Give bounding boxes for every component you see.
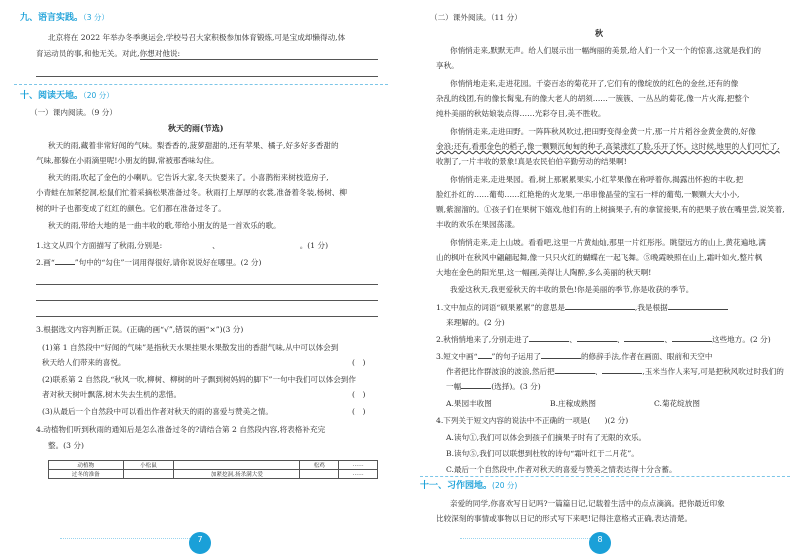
table-row	[49, 470, 378, 479]
question-1: 1.这文从四个方面描写了秋雨,分别是: 、 。(1 分)	[36, 241, 329, 250]
passage-r5-line-3: 大地在金色的阳光里,这一幅画,美得让人陶醉,多么美丽的秋天啊!	[436, 268, 652, 277]
page-number: 7	[189, 532, 211, 554]
preparation-table	[48, 460, 378, 479]
question-3: 3.根据选文内容判断正误。(正确的画“√”,错误的画“×”)(3 分)	[36, 325, 244, 334]
question-r3-line-2: 作者把比作群波浪的波浪,然后把 、 ,玉米当作人来写,可是把秋风吹过时我们的	[446, 367, 784, 376]
passage-r1-line-2: 享秋。	[436, 61, 459, 70]
part-1-label: （一）课内阅读。（9 分）	[30, 108, 117, 117]
passage-r4-line-1: 你悄悄走来,走进果园。看,树上那累累果实,小红苹果像在称呼着你,揭露出怀抱的丰收,把	[450, 175, 744, 184]
passage-r3-line-1: 你悄悄走来,走进田野。一阵阵秋风吹过,把田野变得金黄一片,那一片片稻谷金黄金黄的,好像	[450, 127, 756, 136]
passage-p1-line-1: 秋天的雨,藏着非常好闻的气味。梨香香的,菠萝甜甜的,还有苹果、橘子,好多好多香甜的	[48, 141, 339, 150]
table-cell-blank[interactable]	[174, 461, 300, 470]
q3-item-1-answer[interactable]: ( )	[352, 358, 366, 367]
passage-p2-line-2: 小青蛙在加紧挖洞,松鼠们忙着采摘松果准备过冬。秋雨打上厚厚的衣裳,准备着冬装,杨树、柳	[36, 188, 347, 197]
passage-title: 秋	[595, 28, 603, 38]
passage-r3-line-2: 金浪;还有,看那金色的稻子,像一颗颗沉甸甸的种子,高粱涨红了脸,乐开了怀。这时候,地里的人们可忙了,	[436, 142, 780, 151]
answer-line[interactable]	[140, 59, 378, 60]
answer-line[interactable]	[36, 300, 378, 301]
sec9-text-line-1: 北京将在 2022 年举办冬季奥运会,学校号召大家积极参加体育锻炼,可是宝成却懒得动,体	[48, 33, 346, 42]
table-cell: ……	[339, 470, 378, 479]
section-10-heading: 十、阅读天地。（20 分）	[20, 91, 114, 101]
left-page	[0, 0, 400, 544]
table-cell: 加紧挖洞,扬杀满大爱	[174, 470, 300, 479]
footer-decoration	[460, 538, 590, 544]
section-separator	[420, 476, 790, 477]
passage-r1-line-1: 你悄悄走来,默默无声。给人们展示出一幅绚丽的美景,给人们一个又一个的惊喜,这就是我们的	[450, 46, 761, 55]
q4-option-b[interactable]: B.读句⑤,我们可以联想到杜牧的诗句“霜叶红于二月花”。	[446, 449, 639, 458]
essay-prompt-line-1: 亲爱的同学,你喜欢写日记吗?一篇篇日记,记载着生活中的点点滴滴。把你最近印象	[450, 499, 725, 508]
table-cell: 动植物	[49, 461, 124, 470]
table-cell: 松鸡	[300, 461, 339, 470]
answer-line[interactable]	[36, 76, 378, 77]
essay-prompt-line-2: 比较深刻的事情或事物以日记的形式写下来吧!记得注意格式正确,表达清楚。	[436, 514, 693, 523]
section-9-heading: 九、语言实践。（3 分）	[20, 13, 109, 23]
q3-item-2-answer[interactable]: ( )	[352, 390, 366, 399]
q3-option-b[interactable]: B.庄稼成熟图	[550, 399, 596, 408]
q3-item-3-answer[interactable]: ( )	[352, 407, 366, 416]
q3-item-2-line-2: 者对秋天树叶飘落,树木失去生机的悲惜。	[42, 390, 182, 399]
passage-p1-line-2: 气味,都躲在小雨滴里呢!小朋友的脚,常被那香味勾住。	[36, 156, 219, 165]
section-11-heading: 十一、习作园地。(20 分)	[420, 481, 518, 491]
table-cell-blank[interactable]	[123, 470, 174, 479]
table-cell: 小松鼠	[123, 461, 174, 470]
answer-line[interactable]	[36, 284, 378, 285]
right-page	[400, 0, 800, 544]
table-cell-blank[interactable]	[300, 470, 339, 479]
passage-r6-line-1: 我爱这秋天,我更爱秋天的丰收的景色!你是美丽的季节,你是收获的季节。	[450, 285, 694, 294]
passage-title: 秋天的雨(节选)	[168, 123, 224, 133]
footer-decoration	[60, 538, 190, 544]
question-r3-line-1: 3.短文中画“ ”的句子运用了 的修辞手法,作者在画面、眼前和天空中	[436, 352, 713, 361]
section-separator	[14, 84, 388, 85]
passage-r5-line-1: 你悄悄走来,走上山坡。看看吧,这里一片黄灿灿,那里一片红彤彤。眺望远方的山上,黄花遍地,满	[450, 238, 766, 247]
passage-r2-line-3: 纯朴美丽的秋姑娘装点得……光彩夺目,美不胜收。	[436, 109, 606, 118]
passage-r2-line-1: 你悄悄地走来,走进花园。千姿百态的菊花开了,它们有的像绽放的红色的金丝,还有的像	[450, 79, 739, 88]
q4-option-c[interactable]: C.最后一个自然段中,作者对秋天的喜爱与赞美之情表达得十分含蓄。	[446, 465, 677, 474]
table-cell: 过冬的准备	[49, 470, 124, 479]
question-r4: 4.下列关于短文内容的说法中不正确的一项是( )(2 分)	[436, 416, 629, 425]
passage-r5-line-2: 山的枫叶在秋风中翩翩起舞,像一只只火红的蝴蝶在一起飞舞。⑤晚霞映照在山上,霜叶如火,整片枫	[436, 253, 763, 262]
table-row	[49, 461, 378, 470]
passage-r3-line-3: 收割了,一片丰收的景象!真是农民伯伯辛勤劳动的结果啊!	[436, 157, 627, 166]
q3-item-1-line-2: 秋天给人们带来的喜悦。	[42, 358, 126, 367]
question-4-line-1: 4.动植物们听到秋雨的通知后是怎么准备过冬的?请结合第 2 自然段内容,将表格补充完	[36, 425, 326, 434]
q4-option-a[interactable]: A.读句①,我们可以体会到孩子们摘果子时有了无限的欢乐。	[446, 433, 647, 442]
answer-line[interactable]	[36, 316, 378, 317]
q3-item-1-line-1: (1)第 1 自然段中“好闻的气味”是指秋天水果挂果水果散发出的香甜气味,从中可以体会到	[42, 343, 339, 352]
question-r1-tail: 来理解的。(2 分)	[446, 318, 505, 327]
q3-option-a[interactable]: A.果园丰收图	[446, 399, 492, 408]
sec9-text-line-2: 育运动员的事,和他无关。对此,你想对他说:	[36, 49, 181, 58]
passage-r2-line-2: 杂乱的线团,有的像长髯鬼,有的像大老人的胡须……一簇簇、一丛丛的菊花,像一片火海,把整个	[436, 94, 750, 103]
passage-p3-line-1: 秋天的雨,带给大地的是一曲丰收的歌,带给小朋友的是一首欢乐的歌。	[48, 221, 281, 230]
q3-option-c[interactable]: C.菊花绽放图	[654, 399, 700, 408]
question-4-line-2: 整。(3 分)	[48, 441, 84, 450]
passage-r4-line-2: 脸红扑红的……葡萄……红艳艳的火龙果,一串串像晶莹的宝石一样的葡萄,一颗颗大大小小,	[436, 190, 740, 199]
q3-item-3-line-1: (3)从最后一个自然段中可以看出作者对秋天的雨的喜爱与赞美之情。	[42, 407, 273, 416]
passage-p2-line-1: 秋天的雨,吹起了金色的小喇叭。它告诉大家,冬天快要来了。小喜鹊衔来树枝造房子,	[48, 173, 329, 182]
passage-p2-line-3: 树的叶子也都变成了红红的颜色。它们都在准备过冬了。	[36, 204, 226, 213]
question-r2: 2.秋悄悄地来了,分别走进了 、 、 、 这些地方。(2 分)	[436, 335, 771, 344]
passage-r4-line-4: 丰收的欢乐在果园荡漾。	[436, 220, 520, 229]
passage-r4-line-3: 颗,紫溜溜的。①孩子们在果树下嬉戏,他们有的上树摘果子,有的拿筐接果,有的把果子放在嘴里尝,说笑着,	[436, 205, 785, 214]
part-2-label: （二）课外阅读。（11 分）	[430, 13, 522, 22]
q3-item-2-line-1: (2)联系第 2 自然段,“秋风一吹,柳树、柳树的叶子飘到树妈妈的脚下”一句中我们可以体会到作	[42, 375, 356, 384]
question-r1: 1.文中加点的词语“硕果累累”的意思是 ,我是根据	[436, 302, 728, 313]
table-cell: ……	[339, 461, 378, 470]
question-2: 2.画“ ”句中的“勾住”一词用得很好,请你说说好在哪里。(2 分)	[36, 258, 262, 267]
page-number: 8	[589, 532, 611, 554]
question-r3-line-3: 一幅 (选择)。(3 分)	[446, 382, 541, 391]
